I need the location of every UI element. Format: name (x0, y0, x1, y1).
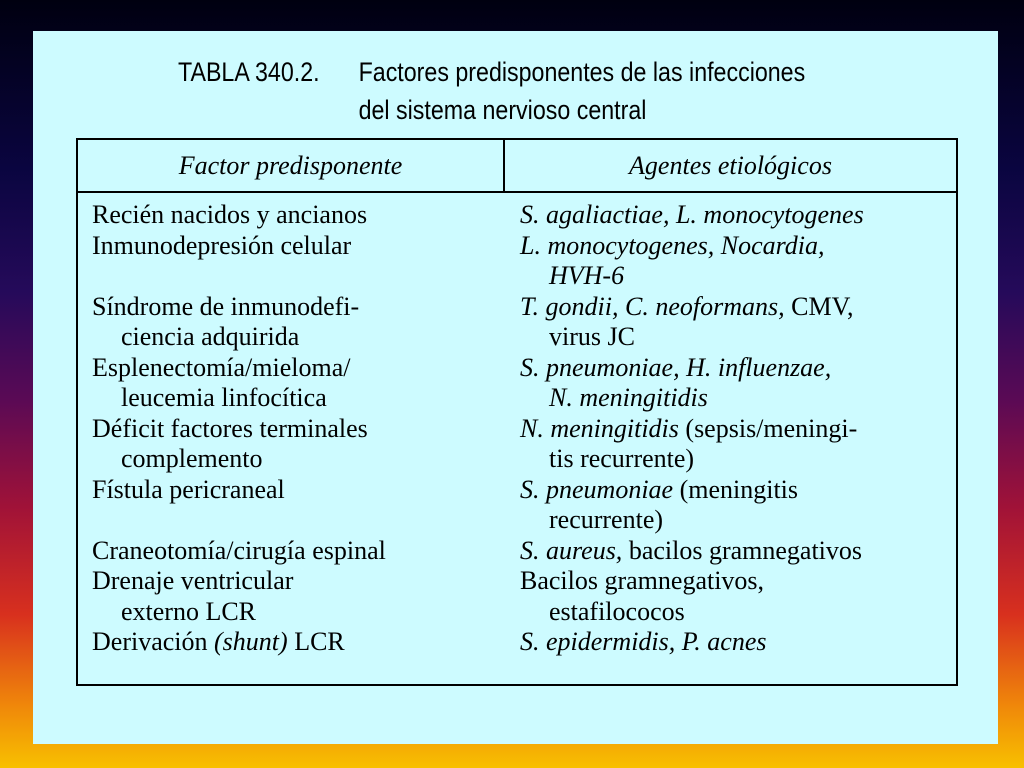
text-segment: N. meningitidis (520, 413, 679, 443)
table-row (78, 627, 956, 658)
text-segment: Bacilos gramnegativos, (520, 566, 765, 595)
cell-line: Fístula pericraneal (92, 474, 285, 504)
table-body (78, 200, 956, 658)
cell-line (520, 322, 956, 353)
cell-line (520, 475, 956, 506)
cell-line (520, 627, 956, 658)
cell-line (520, 383, 956, 414)
cell-line (520, 353, 956, 384)
cell-line (92, 627, 506, 658)
table-row (78, 414, 956, 475)
text-segment: estafilococos (549, 596, 685, 626)
agents-cell (506, 475, 956, 536)
text-segment: S. pneumoniae (520, 474, 674, 504)
cell-line: ciencia adquirida (121, 322, 300, 351)
cell-line (520, 597, 956, 628)
title-text-1: Factores predisponentes de las infecciones (358, 57, 806, 87)
cell-line (520, 292, 956, 323)
text-segment: HVH-6 (549, 261, 625, 290)
cell-line: Recién nacidos y ancianos (92, 200, 368, 229)
factor-cell (78, 231, 506, 292)
table-row (78, 353, 956, 414)
cell-line: Drenaje ventricular (92, 566, 294, 595)
text-segment: S. epidermidis, P. acnes (520, 627, 767, 656)
agents-cell (506, 414, 956, 475)
cell-line: Esplenectomía/mieloma/ (92, 352, 351, 382)
cell-line (520, 566, 956, 597)
text-segment: tis recurrente) (549, 444, 695, 473)
table-row (78, 231, 956, 292)
text-segment: recurrente) (549, 505, 664, 534)
text-segment: CMV, (784, 291, 854, 321)
cell-line (520, 505, 956, 536)
text-segment: bacilos gramnegativos (622, 535, 863, 565)
cell-line: Craneotomía/cirugía espinal (92, 535, 386, 565)
cell-line (520, 231, 956, 262)
table-row (78, 536, 956, 567)
agents-cell (506, 353, 956, 414)
cell-line (520, 444, 956, 475)
text-segment: S. aureus, (520, 535, 623, 565)
cell-line: Inmunodepresión celular (92, 230, 352, 260)
table-header (78, 140, 956, 193)
table-row (78, 200, 956, 231)
agents-cell (506, 536, 956, 567)
table-number: TABLA 340.2. (178, 57, 320, 87)
text-segment: S. agaliactiae, L. monocytogenes (520, 200, 864, 229)
header-factor: Factor predisponente (78, 140, 505, 191)
table-title (178, 53, 806, 129)
cell-line (520, 261, 956, 292)
agents-cell (506, 200, 956, 231)
text-segment: S. pneumoniae, H. influenzae, (520, 352, 832, 382)
agents-cell (506, 231, 956, 292)
table-row (78, 475, 956, 536)
table-row (78, 292, 956, 353)
cell-line (520, 200, 956, 231)
text-segment: virus JC (549, 322, 635, 351)
factor-cell (78, 627, 506, 658)
text-segment: L. monocytogenes, Nocardia, (520, 230, 825, 260)
factor-cell (78, 200, 506, 231)
factor-cell (78, 536, 506, 567)
text-segment: T. gondii, C. neoformans, (520, 291, 785, 321)
factor-cell (78, 566, 506, 627)
table-row (78, 566, 956, 627)
header-agents: Agentes etiológicos (629, 151, 832, 180)
agents-cell (506, 566, 956, 627)
text-segment: (sepsis/meningi- (678, 413, 858, 443)
agents-cell (506, 292, 956, 353)
factor-cell (78, 414, 506, 475)
cell-line (520, 414, 956, 445)
text-segment: (shunt) (214, 627, 288, 656)
factor-cell (78, 353, 506, 414)
text-segment: Derivación (92, 627, 215, 656)
title-line-2: del sistema nervioso central (358, 95, 647, 125)
cell-line: complemento (121, 444, 263, 473)
factor-cell (78, 475, 506, 536)
cell-line (520, 536, 956, 567)
factors-table (76, 138, 958, 686)
cell-line: leucemia linfocítica (121, 383, 327, 412)
cell-line: Síndrome de inmunodefi- (92, 291, 360, 321)
agents-cell (506, 627, 956, 658)
slide (33, 31, 998, 744)
cell-line: externo LCR (121, 596, 257, 626)
text-segment: (meningitis (673, 474, 799, 504)
cell-line: Déficit factores terminales (92, 413, 368, 443)
text-segment: N. meningitidis (549, 383, 708, 412)
factor-cell (78, 292, 506, 353)
title-line-1 (178, 53, 806, 91)
text-segment: LCR (287, 627, 345, 656)
